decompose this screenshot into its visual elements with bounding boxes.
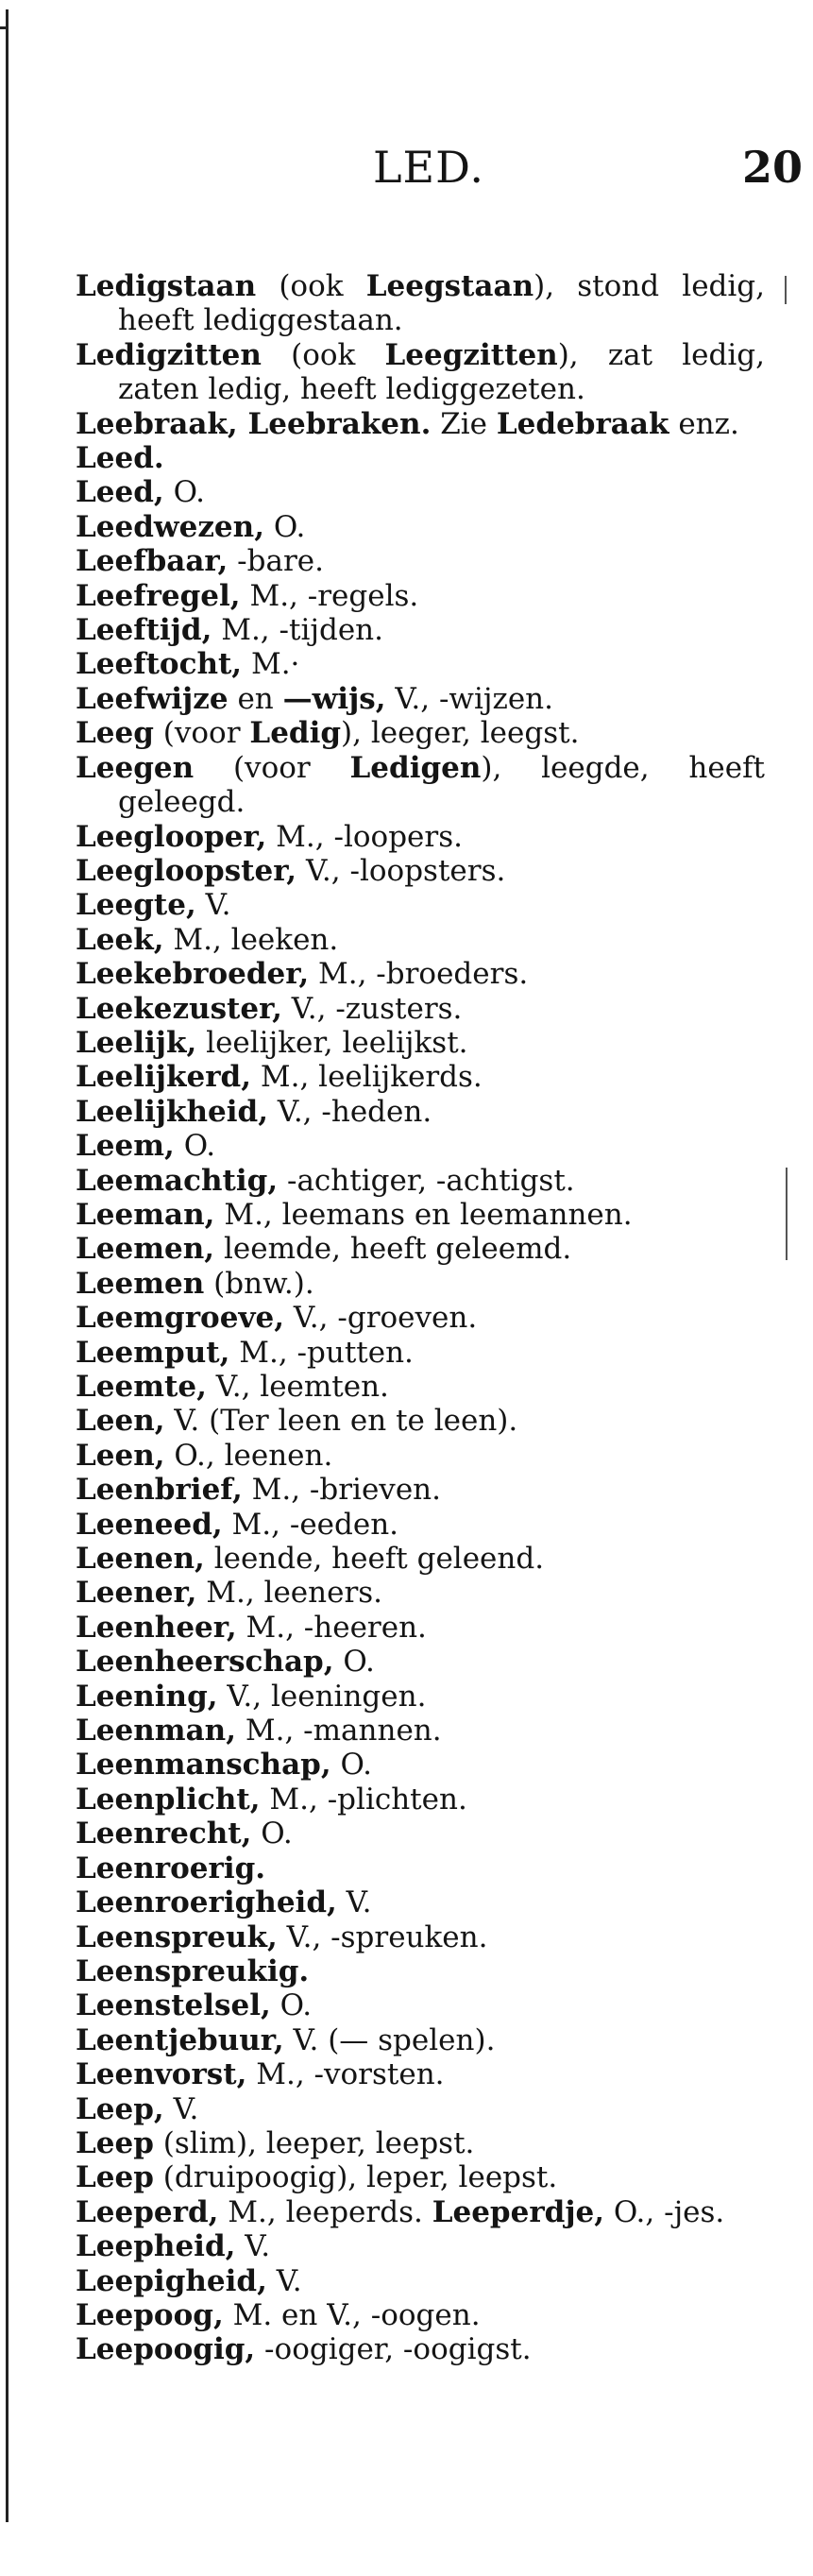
entry-headword: Leentjebuur, <box>76 2022 284 2057</box>
dictionary-entry <box>76 1129 765 1163</box>
entry-headword: Leemte, <box>76 1370 207 1404</box>
entry-headword: Leefbaar, <box>76 544 229 579</box>
entry-text: (voor <box>194 750 350 785</box>
dictionary-entry <box>76 1336 765 1370</box>
entry-text: V., -groeven. <box>283 1301 478 1336</box>
entry-headword: Ledig <box>249 716 342 751</box>
entry-text: (druipoogig), leper, leepst. <box>153 2160 558 2195</box>
dictionary-entry <box>76 1404 765 1438</box>
entry-text: V. <box>235 2229 271 2264</box>
entry-headword: Leenroerigheid, <box>76 1885 337 1920</box>
running-head: LED. <box>373 142 484 193</box>
entry-text: O. <box>270 1988 313 2023</box>
entry-text: (ook <box>261 337 385 372</box>
entry-headword: Leek, <box>76 922 164 957</box>
entry-text: M., leelijkerds. <box>251 1060 483 1095</box>
dictionary-entry <box>76 2023 765 2057</box>
dictionary-entry <box>76 1714 765 1748</box>
entry-headword: Leeperd, <box>76 2194 219 2229</box>
dictionary-entry <box>76 888 765 922</box>
entry-headword: Leeg <box>76 716 154 751</box>
entry-headword: Leep <box>76 2160 154 2195</box>
dictionary-entry <box>76 1232 765 1266</box>
entry-text: V. (— spelen). <box>283 2022 496 2057</box>
page-header <box>0 142 813 198</box>
entry-text: V., -loopsters. <box>296 853 506 888</box>
entry-headword: Leening, <box>76 1679 218 1714</box>
dictionary-entry <box>76 1611 765 1645</box>
entry-text: V., leeningen. <box>217 1679 427 1714</box>
dictionary-entry <box>76 1370 765 1404</box>
entry-text: M., leeperds. <box>218 2194 432 2229</box>
entry-text: O. <box>251 1817 293 1851</box>
entry-text: V. <box>266 2263 302 2298</box>
entry-text: -oogiger, -oogigst. <box>255 2332 532 2367</box>
entry-text: M., -tijden. <box>212 613 383 648</box>
dictionary-entry <box>76 820 765 854</box>
entry-text: M., -putten. <box>229 1335 414 1370</box>
dictionary-entry <box>76 2092 765 2126</box>
dictionary-entry <box>76 1748 765 1782</box>
dictionary-entry <box>76 2298 765 2332</box>
entry-headword: Leenbrief, <box>76 1473 243 1508</box>
entry-text: (slim), leeper, leepst. <box>153 2125 475 2160</box>
entry-headword: Leenplicht, <box>76 1782 261 1817</box>
dictionary-entry <box>76 1473 765 1507</box>
dictionary-entry <box>76 923 765 957</box>
entry-text: M.· <box>242 647 300 682</box>
entry-headword: Leenvorst, <box>76 2057 247 2092</box>
entry-text: -bare. <box>228 544 324 579</box>
entry-headword: Leelijk, <box>76 1025 197 1060</box>
entry-text: V., -zusters. <box>281 991 463 1026</box>
entry-headword: Leemput, <box>76 1335 230 1370</box>
dictionary-entry <box>76 2126 765 2160</box>
entry-text: (ook <box>256 269 366 303</box>
entry-text: M., -plichten. <box>260 1782 467 1817</box>
dictionary-entry <box>76 579 765 613</box>
entry-text: M. en V., -oogen. <box>223 2297 481 2332</box>
dictionary-entry <box>76 544 765 578</box>
entry-headword: Leeftijd, <box>76 613 212 648</box>
entry-text: V., leemten. <box>206 1370 389 1404</box>
dictionary-entry <box>76 1026 765 1060</box>
dictionary-entry <box>76 1267 765 1301</box>
dictionary-entry <box>76 1851 765 1885</box>
entry-text: M., -vorsten. <box>246 2057 445 2092</box>
entry-text: M., -brieven. <box>242 1473 441 1508</box>
entry-headword: Leegloopster, <box>76 853 297 888</box>
entry-text: O. <box>333 1645 375 1680</box>
dictionary-entry <box>76 1817 765 1851</box>
dictionary-entry <box>76 2229 765 2263</box>
entry-headword: Leep <box>76 2125 154 2160</box>
dictionary-entry <box>76 716 765 750</box>
entry-headword: Leeneed, <box>76 1507 223 1542</box>
entry-headword: Leed. <box>76 441 164 476</box>
entry-headword: Leenheer, <box>76 1610 237 1645</box>
entry-headword: Leeglooper, <box>76 819 267 854</box>
entry-text: ), zat ledig, zaten ledig, heeft lediggezeten. <box>118 337 765 407</box>
dictionary-entry <box>76 2264 765 2298</box>
dictionary-entry <box>76 1576 765 1610</box>
entry-headword: Leepheid, <box>76 2229 236 2264</box>
dictionary-entry <box>76 510 765 544</box>
entry-text: Zie <box>431 406 497 441</box>
entry-text: V., -heden. <box>268 1094 432 1129</box>
entry-text: ), stond ledig, heeft lediggestaan. <box>118 269 765 338</box>
dictionary-entry <box>76 338 765 407</box>
dictionary-entry <box>76 854 765 888</box>
entry-headword: Ledigstaan <box>76 269 257 303</box>
entry-text: V. <box>195 888 231 923</box>
dictionary-entry <box>76 682 765 716</box>
dictionary-entry <box>76 1783 765 1817</box>
dictionary-entry <box>76 647 765 681</box>
entry-text: (voor <box>153 716 250 751</box>
entry-headword: Ledigen <box>349 750 482 785</box>
page-number: 20 <box>742 142 804 193</box>
dictionary-entry <box>76 1645 765 1679</box>
entry-headword: Leefregel, <box>76 578 241 613</box>
dictionary-entry <box>76 2332 765 2366</box>
dictionary-entry <box>76 2057 765 2091</box>
dictionary-entry <box>76 1095 765 1129</box>
dictionary-entry <box>76 269 765 338</box>
entry-text: ), leeger, leegst. <box>341 716 580 751</box>
entry-headword: Leelijkerd, <box>76 1060 252 1095</box>
entry-headword: Leemachtig, <box>76 1163 279 1198</box>
dictionary-entry <box>76 1920 765 1954</box>
dictionary-entry <box>76 1885 765 1919</box>
entry-text: leende, heeft geleend. <box>204 1542 545 1577</box>
entry-headword: Leemgroeve, <box>76 1301 284 1336</box>
entry-text: V. <box>163 2091 199 2126</box>
entry-headword: Leegzitten <box>384 337 558 372</box>
dictionary-entry <box>76 407 765 441</box>
entry-text: M., -regels. <box>240 578 419 613</box>
entry-headword: Leegte, <box>76 888 196 923</box>
entry-text: ), leegde, heeft geleegd. <box>118 750 765 820</box>
entry-headword: Leed, <box>76 475 164 510</box>
entry-text: O., -jes. <box>604 2194 725 2229</box>
dictionary-entry <box>76 2160 765 2194</box>
dictionary-entry <box>76 1301 765 1335</box>
entry-headword: Leenrecht, <box>76 1817 252 1851</box>
dictionary-entry <box>76 1198 765 1232</box>
entry-headword: Leegen <box>76 750 195 785</box>
margin-mark <box>785 276 787 304</box>
entry-headword: Leem, <box>76 1129 175 1164</box>
entry-headword: Leeman, <box>76 1197 215 1232</box>
dictionary-entry <box>76 441 765 475</box>
entry-headword: Leenstelsel, <box>76 1988 271 2023</box>
entry-text: V., -wijzen. <box>385 681 553 716</box>
entry-headword: Leeftocht, <box>76 647 243 682</box>
entry-headword: Leegstaan <box>365 269 534 303</box>
entry-headword: Leenman, <box>76 1714 237 1749</box>
entry-headword: Leepoog, <box>76 2297 224 2332</box>
entry-headword: Leenmanschap, <box>76 1748 331 1783</box>
entry-headword: Leenspreuk, <box>76 1919 278 1954</box>
entry-headword: Leener, <box>76 1576 197 1611</box>
entry-text: enz. <box>669 406 739 441</box>
entry-headword: Ledebraak <box>496 406 669 441</box>
entry-headword: Leebraak, Leebraken. <box>76 406 432 441</box>
entry-headword: Leepigheid, <box>76 2263 267 2298</box>
dictionary-entry <box>76 1542 765 1576</box>
entry-headword: Leep, <box>76 2091 164 2126</box>
entry-headword: Leenspreukig. <box>76 1953 310 1988</box>
entry-text: M., -loopers. <box>266 819 463 854</box>
dictionary-entry <box>76 1060 765 1094</box>
dictionary-entry <box>76 751 765 820</box>
entry-headword: Leedwezen, <box>76 509 264 544</box>
entry-headword: Leepoogig, <box>76 2332 256 2367</box>
dictionary-entry <box>76 475 765 509</box>
dictionary-entry <box>76 1680 765 1714</box>
entry-text: O. <box>330 1748 372 1783</box>
dictionary-entry <box>76 2195 765 2229</box>
entry-text: O. <box>264 509 306 544</box>
margin-mark <box>786 1168 788 1260</box>
entry-text: O. <box>163 475 206 510</box>
entry-text: M., leemans en leemannen. <box>214 1197 633 1232</box>
entry-headword: Leefwijze <box>76 681 229 716</box>
dictionary-entry <box>76 957 765 991</box>
entry-headword: Leen, <box>76 1438 165 1473</box>
dictionary-entry <box>76 1439 765 1473</box>
entry-text: M., leeken. <box>163 922 339 957</box>
entry-text: M., -heeren. <box>236 1610 427 1645</box>
entry-text: V. (Ter leen en te leen). <box>164 1404 518 1439</box>
entry-text: (bnw.). <box>204 1266 314 1301</box>
entry-text: leelijker, leelijkst. <box>196 1025 468 1060</box>
entry-text: -achtiger, -achtigst. <box>278 1163 575 1198</box>
entry-headword: Leenen, <box>76 1542 205 1577</box>
entry-headword: Leelijkheid, <box>76 1094 268 1129</box>
entry-headword: Leenheerschap, <box>76 1645 334 1680</box>
dictionary-entry <box>76 1954 765 1988</box>
page-edge-line <box>6 9 8 2522</box>
entry-text: O., leenen. <box>164 1438 333 1473</box>
dictionary-entries <box>76 269 765 2367</box>
entry-text: M., -eeden. <box>222 1507 399 1542</box>
entry-text: V., -spreuken. <box>277 1919 488 1954</box>
dictionary-entry <box>76 1164 765 1198</box>
entry-text: en <box>228 681 283 716</box>
entry-headword: Leemen <box>76 1266 205 1301</box>
entry-text: M., -broeders. <box>309 957 529 992</box>
page-edge-notch <box>0 26 6 29</box>
entry-headword: Leenroerig. <box>76 1851 266 1885</box>
dictionary-entry <box>76 613 765 647</box>
entry-headword: Leen, <box>76 1404 165 1439</box>
dictionary-entry <box>76 1988 765 2022</box>
entry-text: V. <box>336 1885 372 1920</box>
entry-headword: Leemen, <box>76 1232 215 1267</box>
entry-headword: —wijs, <box>282 681 386 716</box>
entry-headword: Ledigzitten <box>76 337 262 372</box>
dictionary-entry <box>76 1508 765 1542</box>
entry-headword: Leeperdje, <box>432 2194 605 2229</box>
dictionary-entry <box>76 992 765 1026</box>
entry-text: M., leeners. <box>196 1576 383 1611</box>
entry-text: M., -mannen. <box>236 1714 442 1749</box>
entry-headword: Leekezuster, <box>76 991 282 1026</box>
entry-text: leemde, heeft geleemd. <box>214 1232 572 1267</box>
entry-headword: Leekebroeder, <box>76 957 310 992</box>
entry-text: O. <box>174 1129 216 1164</box>
